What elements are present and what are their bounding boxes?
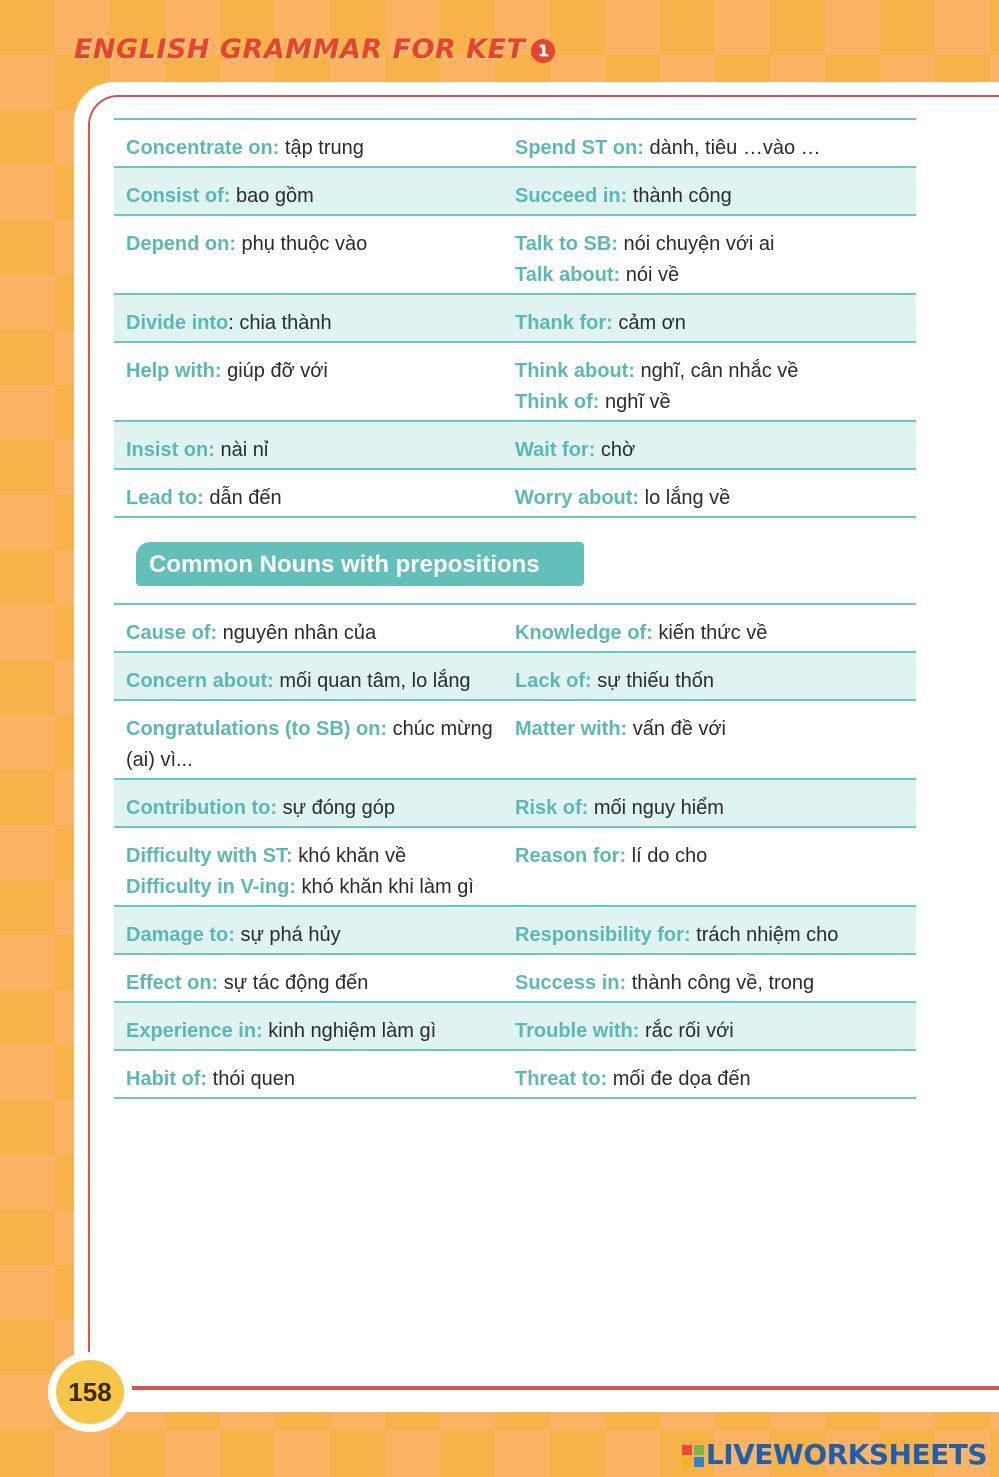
entry-line	[515, 435, 916, 466]
table-cell-right	[515, 618, 916, 649]
entry-line	[126, 1016, 515, 1047]
entry-meaning: mối nguy hiểm	[588, 797, 724, 819]
table-cell-right	[515, 308, 916, 339]
entry-meaning: kinh nghiệm làm gì	[262, 1020, 437, 1042]
table-cell-left	[114, 1016, 515, 1047]
entry-term: Concentrate on:	[126, 137, 280, 159]
table-cell-right	[515, 666, 916, 697]
table-row	[114, 168, 916, 216]
table-cell-right	[515, 1016, 916, 1047]
table-row	[114, 907, 916, 955]
entry-line	[515, 666, 916, 697]
entry-meaning: nài nỉ	[214, 439, 269, 461]
entry-meaning: chúc mừng (ai) vì...	[126, 718, 493, 771]
table-row	[114, 216, 916, 295]
entry-line	[515, 308, 916, 339]
entry-term: Success in:	[515, 972, 627, 994]
entry-meaning: giúp đỡ với	[221, 360, 328, 382]
entry-line	[515, 229, 916, 260]
entry-line	[515, 841, 916, 872]
table-cell-right	[515, 133, 916, 164]
entry-meaning: nói về	[620, 264, 680, 286]
entry-line	[126, 483, 515, 514]
entry-term: Insist on:	[126, 439, 215, 461]
entry-line	[515, 260, 916, 291]
entry-line	[126, 618, 515, 649]
entry-line	[515, 1064, 916, 1095]
entry-term: Consist of:	[126, 185, 231, 207]
entry-meaning: thành công	[627, 185, 732, 207]
nouns-prepositions-table	[114, 603, 916, 1099]
entry-meaning: sự đóng góp	[277, 797, 395, 819]
table-cell-right	[515, 1064, 916, 1095]
entry-term: Depend on:	[126, 233, 236, 255]
table-cell-left	[114, 714, 515, 776]
entry-meaning: vấn đề với	[627, 718, 726, 740]
entry-term: Worry about:	[515, 487, 640, 509]
entry-meaning: tập trung	[279, 137, 364, 159]
entry-term: Difficulty with ST:	[126, 845, 293, 867]
table-cell-right	[515, 841, 916, 903]
entry-line	[515, 181, 916, 212]
entry-term: Help with:	[126, 360, 222, 382]
liveworksheets-watermark	[682, 1438, 987, 1471]
table-cell-left	[114, 1064, 515, 1095]
entry-term: Difficulty in V-ing:	[126, 876, 296, 898]
entry-meaning: mối quan tâm, lo lắng	[273, 670, 471, 692]
entry-term: Succeed in:	[515, 185, 628, 207]
table-cell-left	[114, 356, 515, 418]
entry-meaning: chờ	[595, 439, 636, 461]
table-cell-left	[114, 968, 515, 999]
entry-meaning: phụ thuộc vào	[236, 233, 368, 255]
entry-meaning: sự phá hủy	[234, 924, 341, 946]
entry-line	[126, 920, 515, 951]
table-row	[114, 1003, 916, 1051]
entry-term: Contribution to:	[126, 797, 278, 819]
volume-badge: 1	[531, 39, 555, 63]
table-cell-right	[515, 483, 916, 514]
entry-line	[126, 308, 515, 339]
entry-term: Trouble with:	[515, 1020, 640, 1042]
entry-meaning: nghĩ, cân nhắc về	[634, 360, 799, 382]
entry-term: Knowledge of:	[515, 622, 653, 644]
table-cell-left	[114, 793, 515, 824]
liveworksheets-logo-icon	[682, 1445, 704, 1467]
table-cell-right	[515, 181, 916, 212]
page-number: 158	[56, 1360, 124, 1424]
table-cell-left	[114, 435, 515, 466]
entry-meaning: : chia thành	[228, 312, 332, 334]
entry-line	[515, 133, 916, 164]
book-title-text: ENGLISH GRAMMAR FOR KET	[74, 34, 526, 65]
entry-term: Matter with:	[515, 718, 628, 740]
table-cell-right	[515, 435, 916, 466]
entry-line	[515, 483, 916, 514]
entry-line	[515, 793, 916, 824]
entry-meaning: sự thiếu thốn	[591, 670, 715, 692]
entry-meaning: nguyên nhân của	[217, 622, 377, 644]
entry-line	[515, 356, 916, 387]
entry-meaning: trách nhiệm cho	[690, 924, 839, 946]
entry-meaning: khó khăn khi làm gì	[296, 876, 474, 898]
table-row	[114, 295, 916, 343]
table-row	[114, 780, 916, 828]
table-cell-right	[515, 229, 916, 291]
entry-term: Effect on:	[126, 972, 219, 994]
table-cell-right	[515, 714, 916, 776]
entry-term: Damage to:	[126, 924, 235, 946]
entry-line	[126, 666, 515, 697]
entry-line	[126, 841, 515, 872]
entry-meaning: sự tác động đến	[218, 972, 369, 994]
entry-term: Talk to SB:	[515, 233, 618, 255]
entry-term: Spend ST on:	[515, 137, 644, 159]
table-row	[114, 603, 916, 653]
table-cell-left	[114, 181, 515, 212]
table-cell-left	[114, 133, 515, 164]
entry-term: Habit of:	[126, 1068, 208, 1090]
table-row	[114, 1051, 916, 1099]
table-cell-left	[114, 483, 515, 514]
entry-meaning: rắc rối với	[639, 1020, 734, 1042]
entry-line	[126, 229, 515, 260]
entry-term: Thank for:	[515, 312, 613, 334]
entry-meaning: thành công về, trong	[626, 972, 815, 994]
entry-meaning: dành, tiêu …vào …	[643, 137, 821, 159]
entry-term: Experience in:	[126, 1020, 263, 1042]
table-cell-left	[114, 308, 515, 339]
entry-line	[126, 435, 515, 466]
entry-term: Risk of:	[515, 797, 589, 819]
entry-term: Think of:	[515, 391, 600, 413]
entry-term: Lead to:	[126, 487, 204, 509]
table-cell-left	[114, 229, 515, 291]
entry-line	[126, 133, 515, 164]
table-row	[114, 828, 916, 907]
table-cell-left	[114, 666, 515, 697]
page-footer-line	[132, 1388, 999, 1390]
entry-meaning: nói chuyện với ai	[617, 233, 775, 255]
entry-term: Cause of:	[126, 622, 218, 644]
entry-term: Divide into	[126, 312, 229, 334]
entry-line	[126, 714, 515, 776]
entry-line	[126, 968, 515, 999]
entry-line	[126, 181, 515, 212]
entry-line	[126, 872, 515, 903]
table-cell-left	[114, 920, 515, 951]
entry-line	[126, 793, 515, 824]
entry-term: Reason for:	[515, 845, 627, 867]
table-row	[114, 701, 916, 780]
entry-term: Talk about:	[515, 264, 621, 286]
table-cell-left	[114, 841, 515, 903]
entry-line	[515, 387, 916, 418]
entry-meaning: lí do cho	[626, 845, 708, 867]
table-row	[114, 118, 916, 168]
entry-term: Wait for:	[515, 439, 596, 461]
entry-term: Responsibility for:	[515, 924, 691, 946]
entry-line	[515, 920, 916, 951]
entry-line	[515, 714, 916, 745]
entry-meaning: thói quen	[207, 1068, 295, 1090]
table-cell-right	[515, 968, 916, 999]
table-cell-left	[114, 618, 515, 649]
entry-line	[515, 1016, 916, 1047]
entry-line	[515, 968, 916, 999]
table-cell-right	[515, 920, 916, 951]
table-cell-right	[515, 356, 916, 418]
table-row	[114, 422, 916, 470]
entry-term: Think about:	[515, 360, 635, 382]
entry-meaning: khó khăn về	[292, 845, 407, 867]
entry-meaning: kiến thức về	[652, 622, 768, 644]
watermark-text: LIVEWORKSHEETS	[705, 1438, 987, 1471]
table-row	[114, 470, 916, 518]
entry-line	[515, 618, 916, 649]
entry-term: Lack of:	[515, 670, 592, 692]
entry-term: Congratulations (to SB) on:	[126, 718, 388, 740]
entry-meaning: mối đe dọa đến	[607, 1068, 751, 1090]
entry-meaning: bao gồm	[230, 185, 314, 207]
section-title-nouns: Common Nouns with prepositions	[136, 542, 584, 586]
entry-term: Threat to:	[515, 1068, 608, 1090]
entry-term: Concern about:	[126, 670, 274, 692]
entry-meaning: cảm ơn	[612, 312, 686, 334]
entry-meaning: dẫn đến	[203, 487, 282, 509]
book-title	[74, 34, 555, 65]
entry-meaning: nghĩ về	[599, 391, 671, 413]
table-row	[114, 955, 916, 1003]
entry-line	[126, 356, 515, 387]
table-row	[114, 343, 916, 422]
entry-meaning: lo lắng về	[639, 487, 731, 509]
entry-line	[126, 1064, 515, 1095]
table-cell-right	[515, 793, 916, 824]
table-row	[114, 653, 916, 701]
verbs-prepositions-table	[114, 118, 916, 518]
